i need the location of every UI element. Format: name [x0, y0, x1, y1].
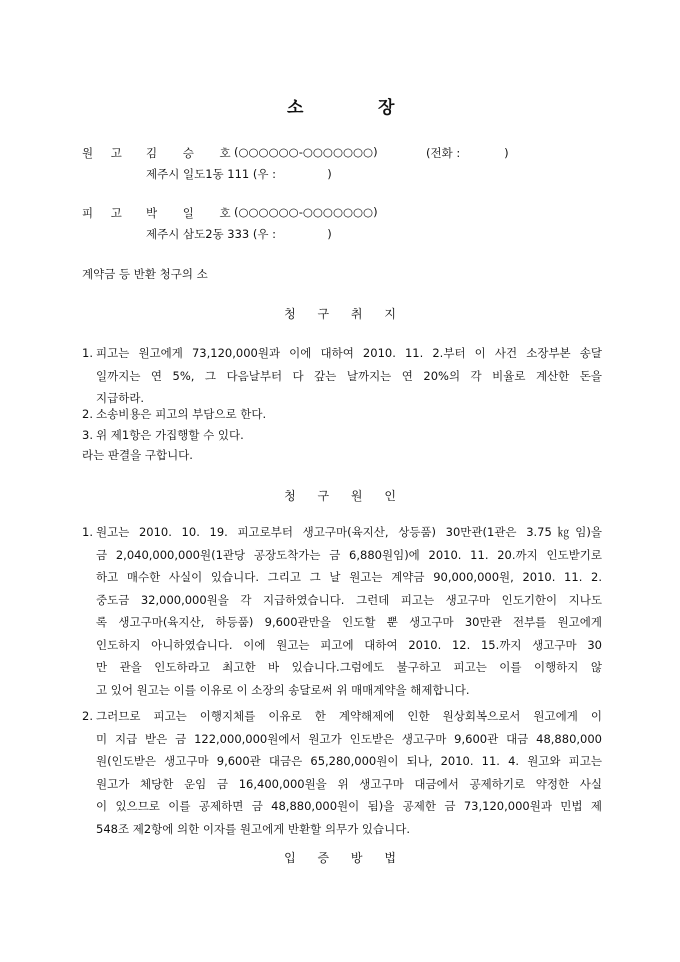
claim-line: 지급하라.	[96, 391, 145, 405]
title-char-2: 장	[378, 98, 395, 118]
cause-line: 548조 제2항에 의한 이자를 원고에게 반환할 의무가 있습니다.	[96, 821, 411, 836]
plaintiff-address: 제주시 일도1동 111 (우 : )	[146, 167, 332, 181]
claim-line: 피고는 원고에게 73,120,000원과 이에 대하여 2010. 11. 2.부터 이 사건 소장부본 송달	[96, 346, 602, 360]
claim-number: 3.	[82, 428, 93, 442]
cause-line: 록 생고구마(육지산, 하등품) 9,600관만을 인도할 뿐 생고구마 30만관 전부를 원고에게	[96, 615, 602, 629]
cause-line: 원고는 2010. 10. 19. 피고로부터 생고구마(육지산, 상등품) 30만관(1관은 3.75㎏임)을	[96, 525, 602, 539]
defendant-name: 박 일 호	[146, 206, 231, 220]
cause-item	[82, 705, 602, 840]
claim-line: 일까지는 연 5%, 그 다음날부터 다 갚는 날까지는 연 20%의 각 비율로 계산한 돈을	[96, 368, 602, 383]
plaintiff-id: (○○○○○○-○○○○○○○)	[234, 145, 378, 159]
evidence-heading-text: 입 증 방 법	[284, 851, 405, 865]
cause-heading	[0, 487, 680, 504]
cause-line: 그러므로 피고는 이행지체를 이유로 한 계약해제에 인한 원상회복으로서 원고에게 이	[96, 709, 602, 723]
cause-heading-text: 청 구 원 인	[284, 489, 405, 503]
claim-item	[82, 342, 602, 410]
cause-item	[82, 521, 602, 701]
cause-line: 미 지급 받은 금 122,000,000원에서 원고가 인도받은 생고구마 9,600관 대금 48,880,000	[96, 731, 602, 746]
cause-number: 2.	[82, 709, 93, 723]
claim-line: 위 제1항은 가집행할 수 있다.	[96, 428, 244, 442]
claims-heading-text: 청 구 취 지	[284, 307, 405, 321]
claim-number: 2.	[82, 407, 93, 421]
cause-line: 인도하지 아니하였습니다. 이에 원고는 피고에 대하여 2010. 12. 15.까지 생고구마 30	[96, 637, 602, 652]
claim-line: 소송비용은 피고의 부담으로 한다.	[96, 407, 267, 421]
claim-item	[82, 403, 602, 426]
plaintiff-phone: (전화 : )	[426, 146, 509, 160]
cause-line: 하고 매수한 사실이 있습니다. 그리고 그 날 원고는 계약금 90,000,000원, 2010. 11. 2.	[96, 570, 602, 584]
cause-line: 중도금 32,000,000원을 각 지급하였습니다. 그런데 피고는 생고구마 인도기한이 지나도	[96, 592, 602, 607]
cause-line: 원고가 체당한 운임 금 16,400,000원을 위 생고구마 대금에서 공제하기로 약정한 사실	[96, 776, 602, 791]
defendant-address: 제주시 삼도2동 333 (우 : )	[146, 227, 332, 241]
plaintiff-label: 원 고	[82, 146, 129, 160]
defendant-id: (○○○○○○-○○○○○○○)	[234, 205, 378, 219]
cause-line: 고 있어 원고는 이를 이유로 이 소장의 송달로써 위 매매계약을 해제합니다.	[96, 682, 470, 697]
cause-line: 원(인도받은 생고구마 9,600관 대금은 65,280,000원이 되나, 2010. 11. 4. 원고와 피고는	[96, 754, 602, 768]
title-char-1: 소	[287, 98, 304, 118]
cause-line: 이 있으므로 이를 공제하면 금 48,880,000원이 됨)을 공제한 금 73,120,000원과 민법 제	[96, 799, 602, 813]
claims-heading	[0, 305, 680, 322]
cause-number: 1.	[82, 525, 93, 539]
defendant-label: 피 고	[82, 206, 129, 220]
cause-line: 만 관을 인도하라고 최고한 바 있습니다.그럼에도 불구하고 피고는 이를 이행하지 않	[96, 660, 602, 674]
claims-closing: 라는 판결을 구합니다.	[82, 448, 193, 462]
cause-line: 금 2,040,000,000원(1관당 공장도착가는 금 6,880원임)에 2010. 11. 20.까지 인도받기로	[96, 547, 602, 562]
case-title: 계약금 등 반환 청구의 소	[82, 267, 208, 281]
evidence-heading	[0, 849, 680, 866]
claim-number: 1.	[82, 346, 93, 360]
plaintiff-name: 김 승 호	[146, 146, 231, 160]
